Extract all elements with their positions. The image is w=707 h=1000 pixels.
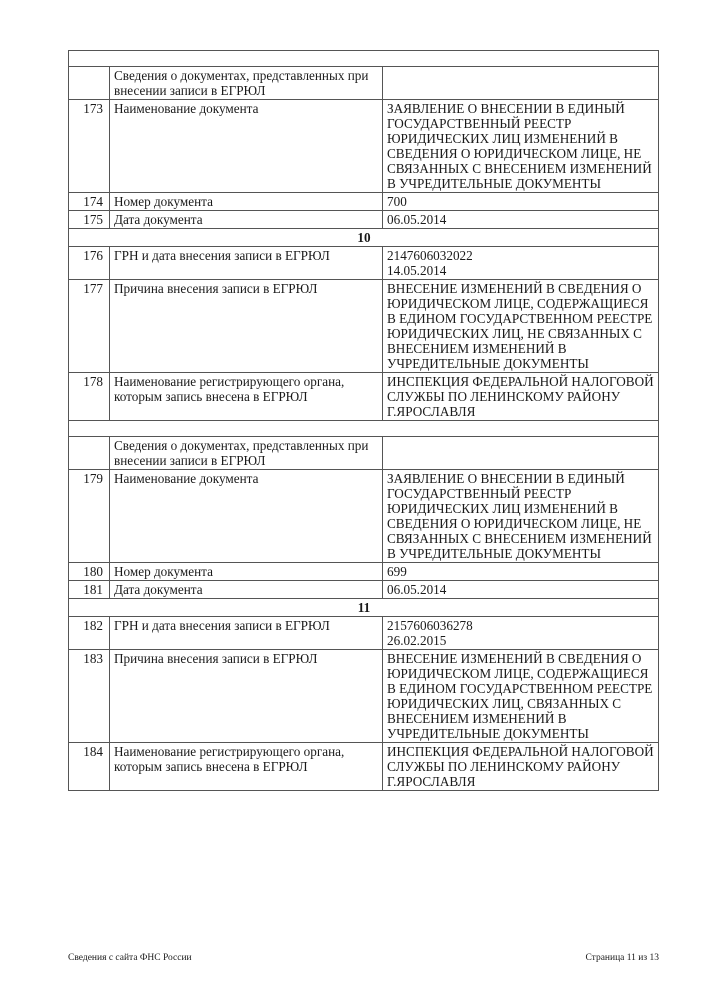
table-row [69, 563, 659, 581]
row-value: ЗАЯВЛЕНИЕ О ВНЕСЕНИИ В ЕДИНЫЙ ГОСУДАРСТВЕННЫЙ РЕЕСТР ЮРИДИЧЕСКИХ ЛИЦ ИЗМЕНЕНИЙ В СВЕДЕНИЯ О ЮРИДИЧЕСКОМ ЛИЦЕ, НЕ СВЯЗАННЫХ С ВНЕСЕНИЕМ ИЗМЕНЕНИЙ В УЧРЕДИТЕЛЬНЫЕ ДОКУМЕНТЫ [383, 470, 659, 563]
record-section-number: 10 [69, 229, 659, 247]
row-number: 177 [69, 280, 110, 373]
row-number: 181 [69, 581, 110, 599]
row-number: 182 [69, 617, 110, 650]
row-value [383, 67, 659, 100]
row-value: ВНЕСЕНИЕ ИЗМЕНЕНИЙ В СВЕДЕНИЯ О ЮРИДИЧЕСКОМ ЛИЦЕ, СОДЕРЖАЩИЕСЯ В ЕДИНОМ ГОСУДАРСТВЕННОМ РЕЕСТРЕ ЮРИДИЧЕСКИХ ЛИЦ, НЕ СВЯЗАННЫХ С ВНЕСЕНИЕМ ИЗМЕНЕНИЙ В УЧРЕДИТЕЛЬНЫЕ ДОКУМЕНТЫ [383, 280, 659, 373]
table-row [69, 437, 659, 470]
row-value: ВНЕСЕНИЕ ИЗМЕНЕНИЙ В СВЕДЕНИЯ О ЮРИДИЧЕСКОМ ЛИЦЕ, СОДЕРЖАЩИЕСЯ В ЕДИНОМ ГОСУДАРСТВЕННОМ РЕЕСТРЕ ЮРИДИЧЕСКИХ ЛИЦ, СВЯЗАННЫХ С ВНЕСЕНИЕМ ИЗМЕНЕНИЙ В УЧРЕДИТЕЛЬНЫЕ ДОКУМЕНТЫ [383, 650, 659, 743]
row-number: 179 [69, 470, 110, 563]
table-row [69, 743, 659, 791]
row-value: 700 [383, 193, 659, 211]
row-label: Наименование регистрирующего органа, которым запись внесена в ЕГРЮЛ [110, 743, 383, 791]
row-value: ЗАЯВЛЕНИЕ О ВНЕСЕНИИ В ЕДИНЫЙ ГОСУДАРСТВЕННЫЙ РЕЕСТР ЮРИДИЧЕСКИХ ЛИЦ ИЗМЕНЕНИЙ В СВЕДЕНИЯ О ЮРИДИЧЕСКОМ ЛИЦЕ, НЕ СВЯЗАННЫХ С ВНЕСЕНИЕМ ИЗМЕНЕНИЙ В УЧРЕДИТЕЛЬНЫЕ ДОКУМЕНТЫ [383, 100, 659, 193]
table-row [69, 280, 659, 373]
row-number: 174 [69, 193, 110, 211]
row-value: ИНСПЕКЦИЯ ФЕДЕРАЛЬНОЙ НАЛОГОВОЙ СЛУЖБЫ ПО ЛЕНИНСКОМУ РАЙОНУ Г.ЯРОСЛАВЛЯ [383, 743, 659, 791]
footer-page-number: Страница 11 из 13 [585, 953, 659, 963]
row-label: Дата документа [110, 211, 383, 229]
row-value: ИНСПЕКЦИЯ ФЕДЕРАЛЬНОЙ НАЛОГОВОЙ СЛУЖБЫ ПО ЛЕНИНСКОМУ РАЙОНУ Г.ЯРОСЛАВЛЯ [383, 373, 659, 421]
row-number: 180 [69, 563, 110, 581]
separator-row [69, 421, 659, 437]
row-label: Номер документа [110, 193, 383, 211]
table-row [69, 193, 659, 211]
row-value: 2147606032022 14.05.2014 [383, 247, 659, 280]
records-table-body [69, 51, 659, 791]
row-number: 175 [69, 211, 110, 229]
row-value [383, 437, 659, 470]
record-section-number: 11 [69, 599, 659, 617]
footer-source: Сведения с сайта ФНС России [68, 953, 192, 963]
table-row [69, 617, 659, 650]
table-row [69, 100, 659, 193]
row-value: 06.05.2014 [383, 581, 659, 599]
table-row [69, 211, 659, 229]
row-label: Номер документа [110, 563, 383, 581]
row-value: 2157606036278 26.02.2015 [383, 617, 659, 650]
row-label: Наименование документа [110, 100, 383, 193]
row-value: 06.05.2014 [383, 211, 659, 229]
table-row [69, 470, 659, 563]
row-label: Дата документа [110, 581, 383, 599]
table-row [69, 247, 659, 280]
table-row [69, 581, 659, 599]
table-row [69, 373, 659, 421]
separator-cell [69, 51, 659, 67]
row-label: Сведения о документах, представленных при внесении записи в ЕГРЮЛ [110, 67, 383, 100]
row-label: Причина внесения записи в ЕГРЮЛ [110, 280, 383, 373]
table-row [69, 650, 659, 743]
row-label: Сведения о документах, представленных при внесении записи в ЕГРЮЛ [110, 437, 383, 470]
separator-row [69, 51, 659, 67]
row-value: 699 [383, 563, 659, 581]
row-number: 183 [69, 650, 110, 743]
egrul-extract-sheet [68, 50, 658, 791]
row-number: 178 [69, 373, 110, 421]
row-label: Наименование регистрирующего органа, которым запись внесена в ЕГРЮЛ [110, 373, 383, 421]
row-label: Наименование документа [110, 470, 383, 563]
row-number [69, 67, 110, 100]
separator-cell [69, 421, 659, 437]
row-number: 184 [69, 743, 110, 791]
record-section-header [69, 599, 659, 617]
record-section-header [69, 229, 659, 247]
row-number: 176 [69, 247, 110, 280]
row-label: Причина внесения записи в ЕГРЮЛ [110, 650, 383, 743]
table-row [69, 67, 659, 100]
row-number [69, 437, 110, 470]
row-number: 173 [69, 100, 110, 193]
row-label: ГРН и дата внесения записи в ЕГРЮЛ [110, 247, 383, 280]
row-label: ГРН и дата внесения записи в ЕГРЮЛ [110, 617, 383, 650]
egrul-records-table [68, 50, 659, 791]
